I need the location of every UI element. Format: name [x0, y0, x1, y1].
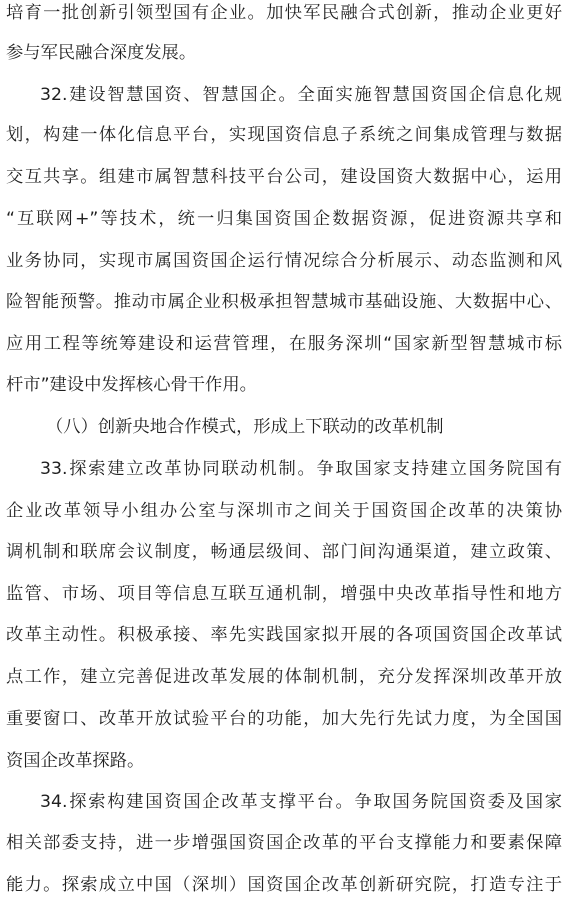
paragraph-heading-32: 32.建设智慧国资、智慧国企。全面实施智慧国资国企信息化规	[40, 85, 562, 105]
text-line: 相关部委支持，进一步增强国资国企改革的平台支撑能力和要素保障	[6, 833, 562, 853]
text-line: 资国企改革探路。	[6, 751, 145, 771]
text-line: 重要窗口、改革开放试验平台的功能，加大先行先试力度，为全国国	[6, 709, 562, 729]
text-line: 点工作，建立完善促进改革发展的体制机制，充分发挥深圳改革开放	[6, 667, 562, 687]
paragraph-heading-33: 33.探索建立改革协同联动机制。争取国家支持建立国务院国有	[40, 459, 562, 479]
paragraph-heading-34: 34.探索构建国资国企改革支撑平台。争取国务院国资委及国家	[40, 792, 562, 812]
text-line: 改革主动性。积极承接、率先实践国家拟开展的各项国资国企改革试	[6, 625, 562, 645]
text-line: “互联网+”等技术，统一归集国资国企数据资源，促进资源共享和	[6, 209, 562, 229]
text-line: 能力。探索成立中国（深圳）国资国企改革创新研究院，打造专注于	[6, 875, 562, 895]
text-line: 业务协同，实现市属国资国企运行情况综合分析展示、动态监测和风	[6, 251, 562, 271]
text-line: 参与军民融合深度发展。	[6, 43, 197, 63]
text-line: 培育一批创新引领型国有企业。加快军民融合式创新，推动企业更好	[6, 3, 562, 23]
text-line: 监管、市场、项目等信息互联互通机制，增强中央改革指导性和地方	[6, 584, 562, 604]
text-line: 应用工程等统筹建设和运营管理，在服务深圳“国家新型智慧城市标	[6, 334, 562, 354]
text-line: 交互共享。组建市属智慧科技平台公司，建设国资大数据中心，运用	[6, 167, 562, 187]
section-heading: （八）创新央地合作模式，形成上下联动的改革机制	[46, 417, 444, 437]
text-line: 企业改革领导小组办公室与深圳市之间关于国资国企改革的决策协	[6, 501, 562, 521]
text-line: 险智能预警。推动市属企业积极承担智慧城市基础设施、大数据中心、	[6, 292, 562, 312]
text-line: 调机制和联席会议制度，畅通层级间、部门间沟通渠道，建立政策、	[6, 542, 562, 562]
text-line: 杆市”建设中发挥核心骨干作用。	[6, 375, 257, 395]
text-line: 划，构建一体化信息平台，实现国资信息子系统之间集成管理与数据	[6, 125, 562, 145]
